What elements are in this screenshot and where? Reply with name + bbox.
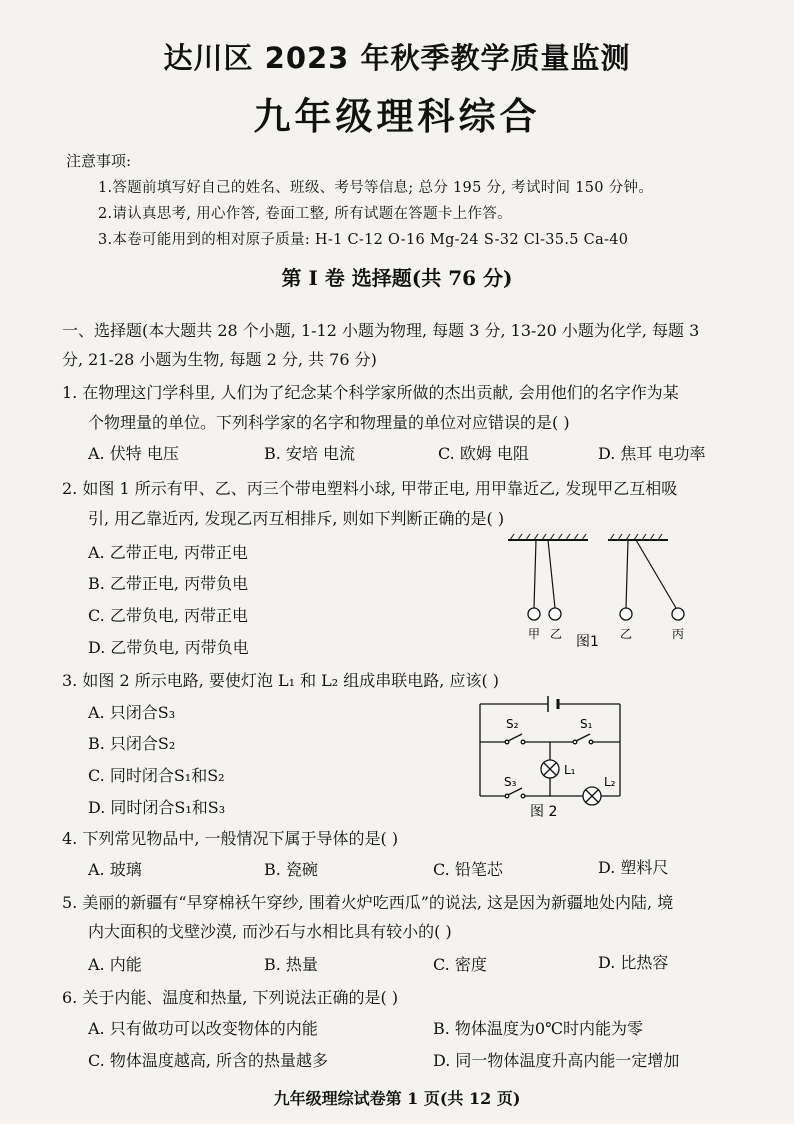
q1-option-d: D. 焦耳 电功率 — [598, 444, 706, 463]
label-yi-1: 乙 — [550, 627, 563, 641]
exam-subject-title: 九年级理科综合 — [253, 94, 541, 138]
q1-option-a: A. 伏特 电压 — [88, 444, 179, 463]
battery-symbol — [548, 696, 558, 712]
ball-yi-right — [620, 608, 632, 620]
q5-stem-line-1: 5. 美丽的新疆有“早穿棉袄午穿纱, 围着火炉吃西瓜”的说法, 这是因为新疆地处内陆, 境 — [62, 893, 674, 912]
exam-title: 达川区 2023 年秋季教学质量监测 — [163, 41, 631, 75]
figure-1-caption: 图1 — [576, 634, 599, 650]
label-s2: S₂ — [506, 717, 519, 731]
q2-option-b: B. 乙带正电, 丙带负电 — [88, 574, 249, 593]
ball-yi-left — [549, 608, 561, 620]
q4-option-b: B. 瓷碗 — [264, 860, 318, 879]
q6-option-a: A. 只有做功可以改变物体的内能 — [88, 1019, 318, 1038]
figure-2-circuit — [470, 688, 640, 820]
notice-item-1: 1.答题前填写好自己的姓名、班级、考号等信息; 总分 195 分, 考试时间 150 分钟。 — [98, 180, 654, 196]
label-yi-2: 乙 — [620, 627, 633, 641]
lamp-l1 — [541, 760, 559, 778]
q2-stem-line-1: 2. 如图 1 所示有甲、乙、丙三个带电塑料小球, 甲带正电, 用甲靠近乙, 发现甲乙互相吸 — [62, 479, 678, 498]
q2-option-d: D. 乙带负电, 丙带负电 — [88, 638, 249, 657]
q3-option-b: B. 只闭合S₂ — [88, 734, 176, 753]
q4-stem: 4. 下列常见物品中, 一般情况下属于导体的是( ) — [62, 829, 399, 848]
notice-item-2: 2.请认真思考, 用心作答, 卷面工整, 所有试题在答题卡上作答。 — [98, 206, 512, 222]
q6-option-d: D. 同一物体温度升高内能一定增加 — [433, 1051, 680, 1070]
q2-option-c: C. 乙带负电, 丙带正电 — [88, 606, 249, 625]
q1-option-c: C. 欧姆 电阻 — [438, 444, 529, 463]
figure-1-charged-balls — [500, 530, 720, 655]
q2-option-a: A. 乙带正电, 丙带正电 — [88, 543, 248, 562]
label-bing: 丙 — [672, 627, 685, 641]
notice-item-3: 3.本卷可能用到的相对原子质量: H-1 C-12 O-16 Mg-24 S-32 Cl-35.5 Ca-40 — [98, 232, 629, 248]
figure-1-left-support — [508, 534, 588, 540]
section-intro-line-2: 分, 21-28 小题为生物, 每题 2 分, 共 76 分) — [62, 350, 377, 369]
q1-stem-line-1: 1. 在物理这门学科里, 人们为了纪念某个科学家所做的杰出贡献, 会用他们的名字作为某 — [62, 383, 679, 402]
switch-s1 — [573, 734, 593, 744]
q4-option-d: D. 塑料尺 — [598, 858, 669, 877]
page-footer: 九年级理综试卷第 1 页(共 12 页) — [273, 1089, 521, 1108]
q4-option-a: A. 玻璃 — [88, 860, 142, 879]
label-s1: S₁ — [580, 717, 593, 731]
figure-2-caption: 图 2 — [530, 804, 558, 820]
q4-option-c: C. 铅笔芯 — [433, 860, 503, 879]
section-intro-line-1: 一、选择题(本大题共 28 个小题, 1-12 小题为物理, 每题 3 分, 13-20 小题为化学, 每题 3 — [62, 321, 700, 340]
q1-stem-line-2: 个物理量的单位。下列科学家的名字和物理量的单位对应错误的是( ) — [88, 413, 570, 432]
q3-stem: 3. 如图 2 所示电路, 要使灯泡 L₁ 和 L₂ 组成串联电路, 应该( ) — [62, 671, 500, 690]
q1-option-b: B. 安培 电流 — [264, 444, 356, 463]
q6-option-c: C. 物体温度越高, 所含的热量越多 — [88, 1051, 329, 1070]
q3-option-d: D. 同时闭合S₁和S₃ — [88, 798, 226, 817]
label-jia: 甲 — [528, 627, 541, 641]
section-title: 第 I 卷 选择题(共 76 分) — [281, 266, 513, 290]
q2-stem-line-2: 引, 用乙靠近丙, 发现乙丙互相排斥, 则如下判断正确的是( ) — [88, 509, 505, 528]
q5-option-c: C. 密度 — [433, 955, 487, 974]
ball-jia — [528, 608, 540, 620]
q5-stem-line-2: 内大面积的戈壁沙漠, 而沙石与水相比具有较小的( ) — [88, 922, 452, 941]
lamp-l2 — [583, 787, 601, 805]
switch-s3 — [505, 788, 525, 798]
ball-bing — [672, 608, 684, 620]
q6-stem: 6. 关于内能、温度和热量, 下列说法正确的是( ) — [62, 988, 399, 1007]
figure-1-threads — [534, 540, 676, 608]
label-s3: S₃ — [504, 775, 517, 789]
q5-option-b: B. 热量 — [264, 955, 318, 974]
q3-option-c: C. 同时闭合S₁和S₂ — [88, 766, 225, 785]
q5-option-a: A. 内能 — [88, 955, 142, 974]
q5-option-d: D. 比热容 — [598, 953, 669, 972]
label-l2: L₂ — [604, 775, 616, 789]
q3-option-a: A. 只闭合S₃ — [88, 703, 176, 722]
q6-option-b: B. 物体温度为0℃时内能为零 — [433, 1019, 644, 1038]
label-l1: L₁ — [564, 763, 576, 777]
figure-1-right-support — [608, 534, 668, 540]
notice-heading: 注意事项: — [66, 152, 132, 170]
circuit-wires — [480, 704, 620, 796]
switch-s2 — [505, 734, 525, 744]
